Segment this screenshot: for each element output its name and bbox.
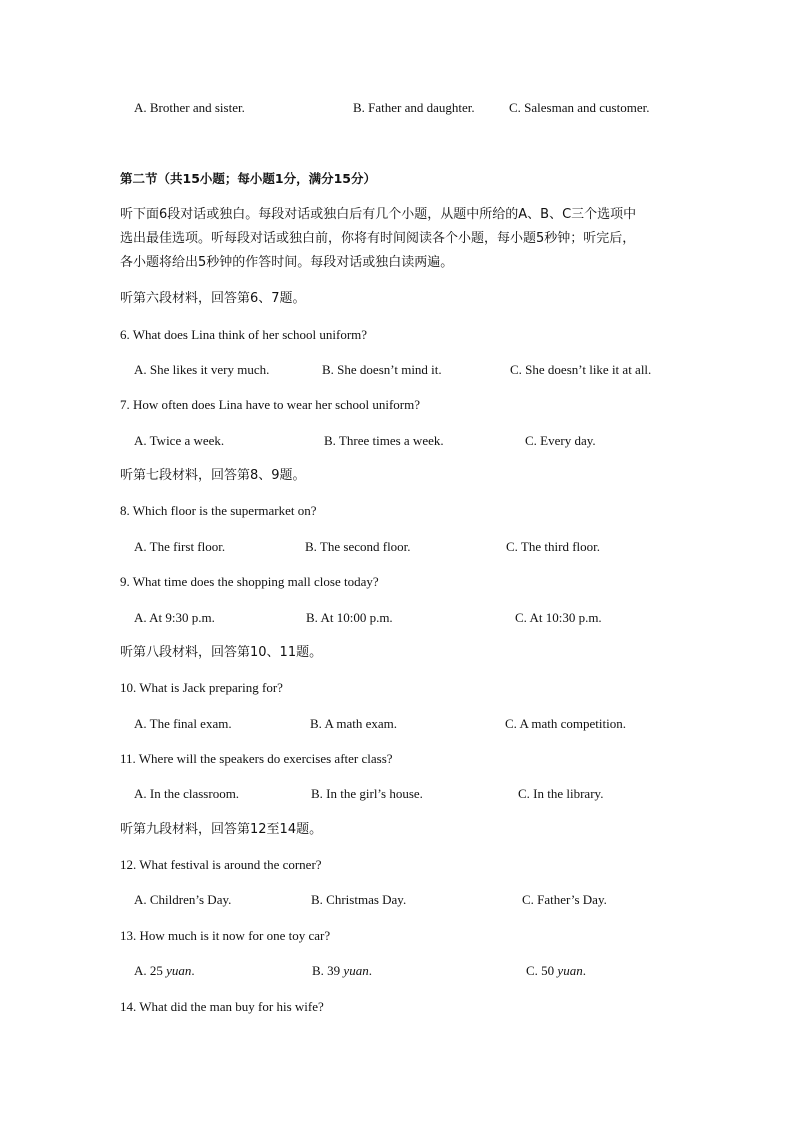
- q6-option-c: C. She doesn’t like it at all.: [510, 362, 652, 377]
- question-12: 12. What festival is around the corner?: [120, 857, 322, 872]
- question-11: 11. Where will the speakers do exercises after class?: [120, 751, 393, 766]
- group-heading-7: 听第七段材料，回答第8、9题。: [120, 468, 306, 483]
- q8-option-a: A. The first floor.: [134, 539, 226, 554]
- q12-option-c: C. Father’s Day.: [522, 892, 607, 907]
- q10-option-c: C. A math competition.: [505, 716, 626, 731]
- q8-option-b: B. The second floor.: [305, 539, 411, 554]
- currency-unit: yuan: [343, 963, 369, 978]
- option-suffix: .: [582, 963, 586, 978]
- instruction-line: 选出最佳选项。听每段对话或独白前，你将有时间阅读各个小题，每小题5秒钟；听完后，: [120, 231, 636, 246]
- q10-option-a: A. The final exam.: [134, 716, 232, 731]
- q12-option-b: B. Christmas Day.: [311, 892, 407, 907]
- q12-option-a: A. Children’s Day.: [134, 892, 232, 907]
- question-7: 7. How often does Lina have to wear her school uniform?: [120, 397, 420, 412]
- q9-option-a: A. At 9:30 p.m.: [134, 610, 215, 625]
- question-8: 8. Which floor is the supermarket on?: [120, 503, 317, 518]
- option-prefix: A. 25: [134, 963, 167, 978]
- q5-option-a: A. Brother and sister.: [134, 100, 245, 115]
- question-9: 9. What time does the shopping mall close today?: [120, 574, 379, 589]
- q13-option-a: [134, 962, 195, 980]
- q7-option-c: C. Every day.: [525, 433, 596, 448]
- option-prefix: C. 50: [526, 963, 558, 978]
- question-6: 6. What does Lina think of her school uniform?: [120, 327, 368, 342]
- q6-option-a: A. She likes it very much.: [134, 362, 270, 377]
- q7-option-b: B. Three times a week.: [324, 433, 444, 448]
- q9-option-b: B. At 10:00 p.m.: [306, 610, 393, 625]
- q9-option-c: C. At 10:30 p.m.: [515, 610, 602, 625]
- q11-option-b: B. In the girl’s house.: [311, 786, 423, 801]
- option-suffix: .: [368, 963, 372, 978]
- question-14: 14. What did the man buy for his wife?: [120, 999, 324, 1014]
- group-heading-8: 听第八段材料，回答第10、11题。: [120, 645, 323, 660]
- q6-option-b: B. She doesn’t mind it.: [322, 362, 442, 377]
- q11-option-c: C. In the library.: [518, 786, 604, 801]
- q8-option-c: C. The third floor.: [506, 539, 601, 554]
- instruction-line: 各小题将给出5秒钟的作答时间。每段对话或独白读两遍。: [120, 255, 454, 270]
- option-suffix: .: [191, 963, 195, 978]
- question-13: 13. How much is it now for one toy car?: [120, 928, 331, 943]
- option-prefix: B. 39: [312, 963, 344, 978]
- section-title: 第二节（共15小题；每小题1分，满分15分）: [120, 171, 376, 186]
- q13-option-c: [526, 962, 586, 980]
- group-heading-6: 听第六段材料，回答第6、7题。: [120, 291, 306, 306]
- q7-option-a: A. Twice a week.: [134, 433, 225, 448]
- q13-option-b: [312, 962, 372, 980]
- section-instructions: [120, 203, 680, 275]
- q11-option-a: A. In the classroom.: [134, 786, 240, 801]
- group-heading-9: 听第九段材料，回答第12至14题。: [120, 822, 323, 837]
- instruction-line: 听下面6段对话或独白。每段对话或独白后有几个小题，从题中所给的A、B、C三个选项中: [120, 207, 637, 222]
- q10-option-b: B. A math exam.: [310, 716, 398, 731]
- question-10: 10. What is Jack preparing for?: [120, 680, 283, 695]
- q5-option-c: C. Salesman and customer.: [509, 100, 650, 115]
- q5-option-b: B. Father and daughter.: [353, 100, 475, 115]
- currency-unit: yuan: [166, 963, 192, 978]
- currency-unit: yuan: [557, 963, 583, 978]
